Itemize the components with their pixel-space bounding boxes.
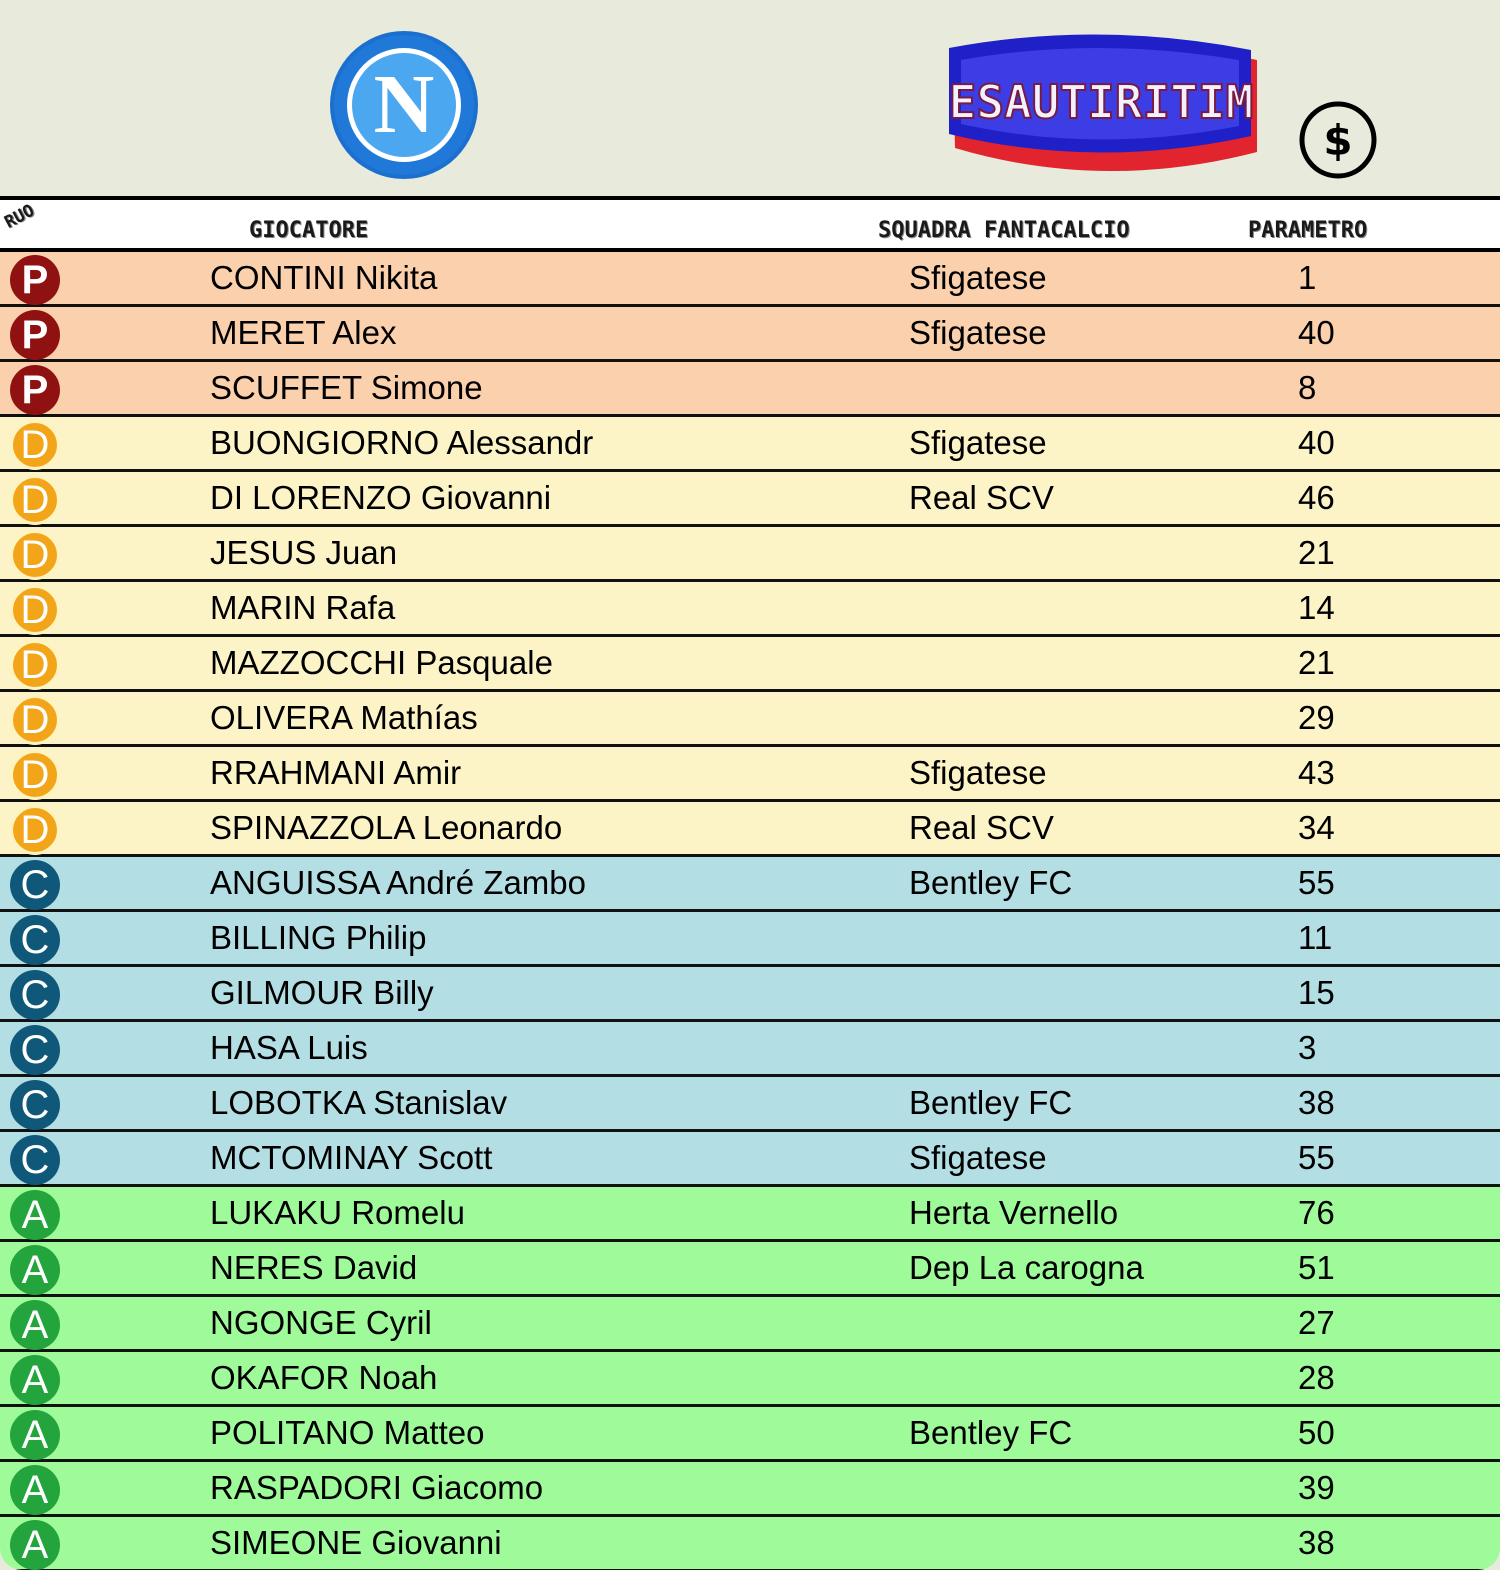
table-row[interactable]	[0, 307, 1500, 362]
header-parametro: PARAMETRO	[1248, 218, 1368, 243]
player-name: BILLING Philip	[210, 919, 427, 956]
player-name: POLITANO Matteo	[210, 1414, 485, 1451]
fanta-team: Real SCV	[909, 809, 1054, 846]
parametro-value: 21	[1298, 534, 1335, 571]
role-badge: P	[10, 255, 60, 305]
table-row[interactable]	[0, 692, 1500, 747]
role-badge: D	[10, 750, 60, 800]
header-giocatore: GIOCATORE	[249, 218, 369, 243]
fanta-team: Sfigatese	[909, 754, 1047, 791]
parametro-value: 50	[1298, 1414, 1335, 1451]
table-row[interactable]	[0, 582, 1500, 637]
parametro-value: 34	[1298, 809, 1335, 846]
table-row[interactable]	[0, 747, 1500, 802]
table-row[interactable]	[0, 1242, 1500, 1297]
role-badge: A	[10, 1300, 60, 1350]
svg-text:ESAUTIRITIM: ESAUTIRITIM	[948, 75, 1254, 129]
parametro-value: 3	[1298, 1029, 1317, 1066]
parametro-value: 46	[1298, 479, 1335, 516]
parametro-value: 40	[1298, 314, 1335, 351]
player-name: NERES David	[210, 1249, 418, 1286]
table-row[interactable]	[0, 472, 1500, 527]
role-badge: A	[10, 1520, 60, 1570]
parametro-value: 38	[1298, 1084, 1335, 1121]
parametro-value: 43	[1298, 754, 1335, 791]
player-name: MCTOMINAY Scott	[210, 1139, 493, 1176]
dollar-icon	[1298, 100, 1378, 180]
role-badge: C	[10, 1025, 60, 1075]
svg-text:N: N	[373, 58, 435, 151]
parametro-value: 38	[1298, 1524, 1335, 1561]
player-name: SIMEONE Giovanni	[210, 1524, 502, 1561]
role-badge: D	[10, 585, 60, 635]
role-badge: D	[10, 420, 60, 470]
table-row[interactable]	[0, 912, 1500, 967]
role-badge: C	[10, 970, 60, 1020]
parametro-value: 51	[1298, 1249, 1335, 1286]
role-badge: D	[10, 475, 60, 525]
fanta-team: Bentley FC	[909, 864, 1073, 901]
role-badge: A	[10, 1190, 60, 1240]
player-name: GILMOUR Billy	[210, 974, 434, 1011]
table-row[interactable]	[0, 527, 1500, 582]
header-squadra: SQUADRA FANTACALCIO	[878, 218, 1130, 243]
parametro-value: 14	[1298, 589, 1335, 626]
role-badge: C	[10, 1135, 60, 1185]
player-name: NGONGE Cyril	[210, 1304, 432, 1341]
fanta-team: Sfigatese	[909, 314, 1047, 351]
table-row[interactable]	[0, 857, 1500, 912]
fanta-team: Bentley FC	[909, 1414, 1073, 1451]
player-name: CONTINI Nikita	[210, 259, 438, 296]
table-row[interactable]	[0, 967, 1500, 1022]
esautiritim-logo	[947, 30, 1263, 182]
table-header	[0, 196, 1500, 252]
parametro-value: 11	[1298, 919, 1333, 956]
table-row[interactable]	[0, 362, 1500, 417]
role-badge: P	[10, 310, 60, 360]
parametro-value: 21	[1298, 644, 1335, 681]
player-name: HASA Luis	[210, 1029, 368, 1066]
parametro-value: 55	[1298, 1139, 1335, 1176]
role-badge: C	[10, 915, 60, 965]
player-name: RASPADORI Giacomo	[210, 1469, 544, 1506]
role-badge: P	[10, 365, 60, 415]
parametro-value: 76	[1298, 1194, 1335, 1231]
table-row[interactable]	[0, 1132, 1500, 1187]
table-row[interactable]	[0, 417, 1500, 472]
role-badge: C	[10, 1080, 60, 1130]
role-badge: D	[10, 805, 60, 855]
player-name: LOBOTKA Stanislav	[210, 1084, 508, 1121]
player-name: JESUS Juan	[210, 534, 398, 571]
table-row[interactable]	[0, 1352, 1500, 1407]
player-name: OLIVERA Mathías	[210, 699, 478, 736]
player-name: SPINAZZOLA Leonardo	[210, 809, 563, 846]
players-table	[0, 252, 1500, 1570]
player-name: SCUFFET Simone	[210, 369, 483, 406]
fanta-team: Sfigatese	[909, 259, 1047, 296]
parametro-value: 28	[1298, 1359, 1335, 1396]
role-badge: A	[10, 1355, 60, 1405]
player-name: OKAFOR Noah	[210, 1359, 438, 1396]
table-row[interactable]	[0, 637, 1500, 692]
fanta-team: Sfigatese	[909, 424, 1047, 461]
player-name: MERET Alex	[210, 314, 397, 351]
player-name: LUKAKU Romelu	[210, 1194, 465, 1231]
player-name: MAZZOCCHI Pasquale	[210, 644, 553, 681]
parametro-value: 27	[1298, 1304, 1335, 1341]
role-badge: D	[10, 530, 60, 580]
role-badge: A	[10, 1410, 60, 1460]
role-badge: D	[10, 695, 60, 745]
parametro-value: 8	[1298, 369, 1317, 406]
player-name: DI LORENZO Giovanni	[210, 479, 552, 516]
table-row[interactable]	[0, 1022, 1500, 1077]
role-badge: A	[10, 1245, 60, 1295]
parametro-value: 39	[1298, 1469, 1335, 1506]
parametro-value: 55	[1298, 864, 1335, 901]
table-row[interactable]	[0, 1297, 1500, 1352]
table-row[interactable]	[0, 1462, 1500, 1517]
table-row[interactable]	[0, 1407, 1500, 1462]
table-row[interactable]	[0, 252, 1500, 307]
fanta-team: Sfigatese	[909, 1139, 1047, 1176]
player-name: ANGUISSA André Zambo	[210, 864, 587, 901]
parametro-value: 40	[1298, 424, 1335, 461]
role-badge: A	[10, 1465, 60, 1515]
club-crest-logo	[330, 31, 478, 179]
table-row[interactable]	[0, 802, 1500, 857]
role-badge: C	[10, 860, 60, 910]
fanta-team: Dep La carogna	[909, 1249, 1144, 1286]
parametro-value: 1	[1298, 259, 1317, 296]
player-name: MARIN Rafa	[210, 589, 396, 626]
parametro-value: 15	[1298, 974, 1335, 1011]
table-row[interactable]	[0, 1187, 1500, 1242]
table-row[interactable]	[0, 1517, 1500, 1570]
fanta-team: Real SCV	[909, 479, 1054, 516]
table-row[interactable]	[0, 1077, 1500, 1132]
header-ruolo: RUO	[1, 200, 38, 233]
player-name: BUONGIORNO Alessandr	[210, 424, 594, 461]
svg-text:$: $	[1323, 116, 1353, 165]
header-banner	[0, 0, 1500, 196]
fanta-team: Bentley FC	[909, 1084, 1073, 1121]
fanta-team: Herta Vernello	[909, 1194, 1119, 1231]
player-name: RRAHMANI Amir	[210, 754, 462, 791]
role-badge: D	[10, 640, 60, 690]
parametro-value: 29	[1298, 699, 1335, 736]
